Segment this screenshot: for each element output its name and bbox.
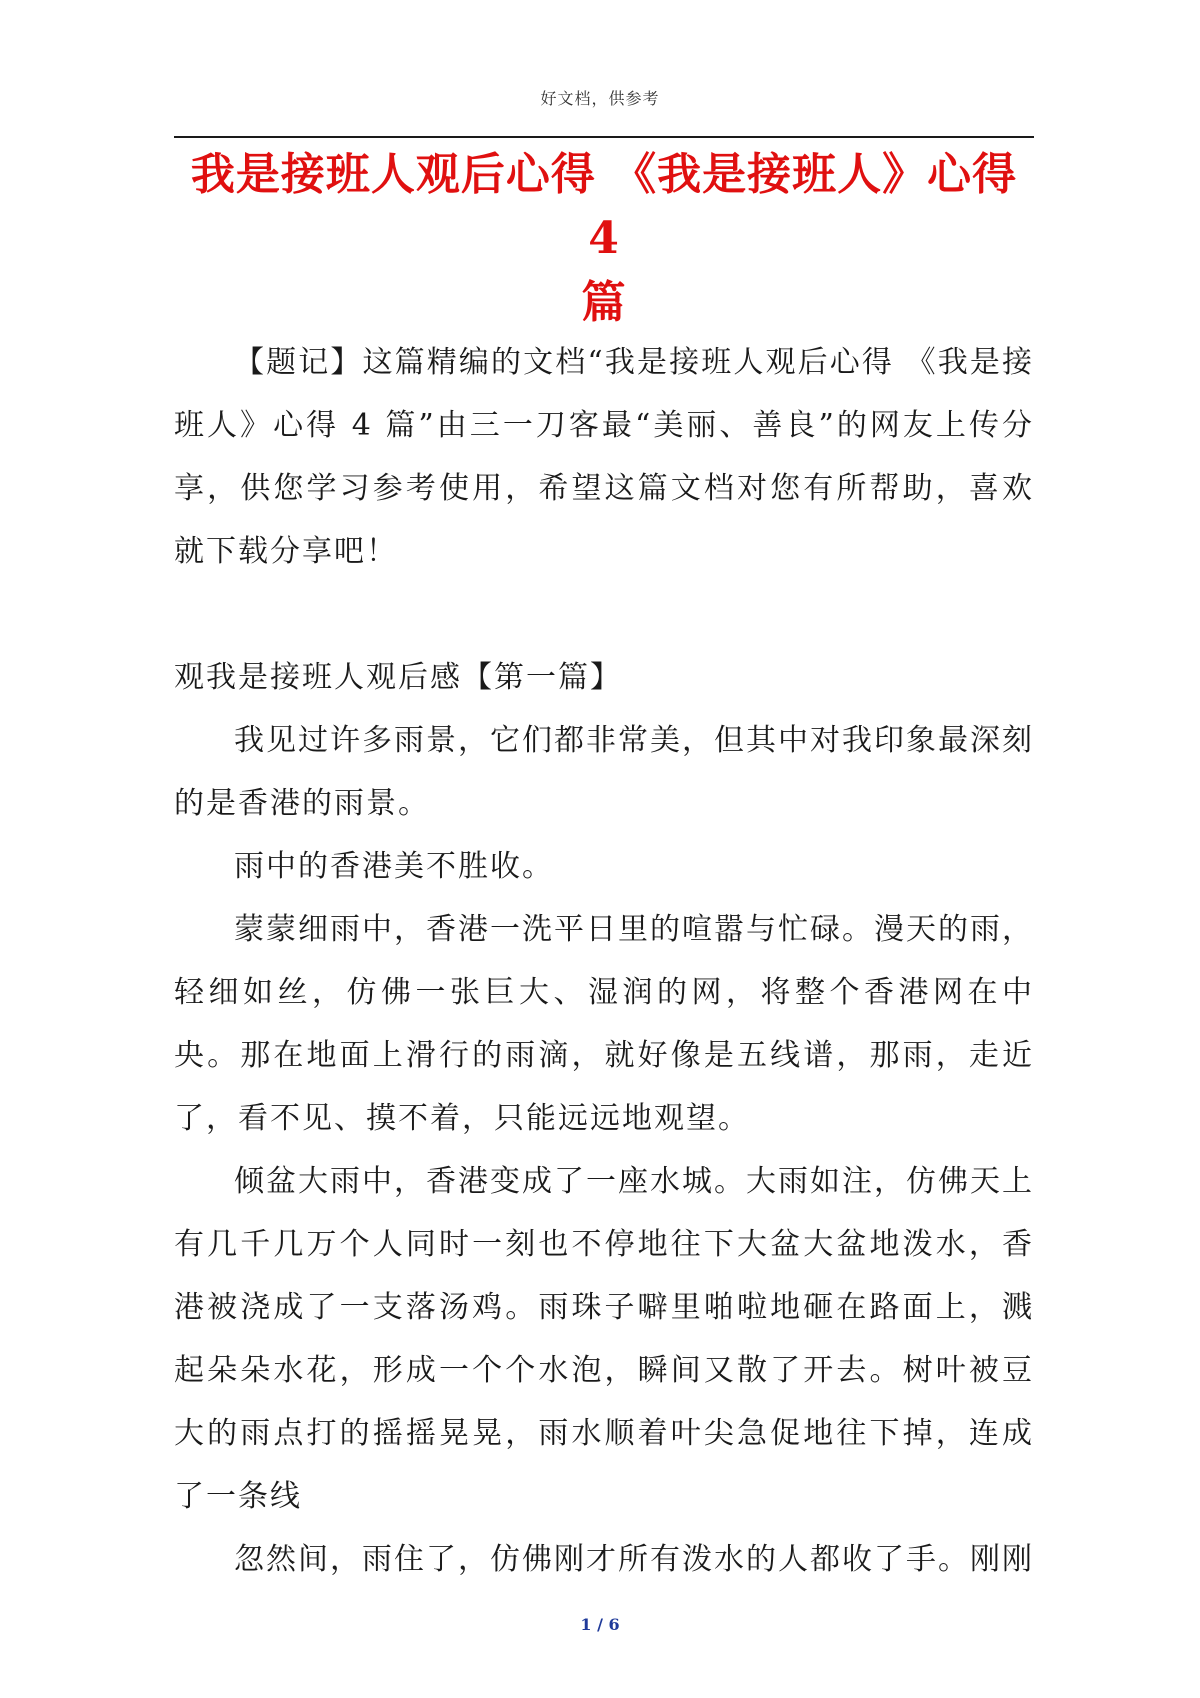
body-paragraph-5: 忽然间，雨住了，仿佛刚才所有泼水的人都收了手。刚刚 xyxy=(234,1542,1034,1577)
body-paragraph-2: 雨中的香港美不胜收。 xyxy=(234,849,554,884)
document-title xyxy=(174,143,1034,335)
header-divider xyxy=(174,136,1034,138)
section-heading: 观我是接班人观后感【第一篇】 xyxy=(174,660,622,695)
body-paragraph-1: 我见过许多雨景，它们都非常美，但其中对我印象最深刻的是香港的雨景。 xyxy=(174,723,1034,821)
page-number: 1 / 6 xyxy=(580,1615,620,1634)
title-line-1: 我是接班人观后心得 《我是接班人》心得 4 xyxy=(190,149,1018,264)
page-header: 好文档，供参考 xyxy=(540,89,660,108)
title-line-2: 篇 xyxy=(581,277,627,328)
body-paragraph-4: 倾盆大雨中，香港变成了一座水城。大雨如注，仿佛天上有几千几万个人同时一刻也不停地往下大盆大盆地泼水，香港被浇成了一支落汤鸡。雨珠子噼里啪啦地砸在路面上，溅起朵朵水花，形成一个个水泡，瞬间又散了开去。树叶被豆大的雨点打的摇摇晃晃，雨水顺着叶尖急促地往下掉，连成了一条线 xyxy=(174,1164,1034,1514)
body-paragraph-3: 蒙蒙细雨中，香港一洗平日里的喧嚣与忙碌。漫天的雨，轻细如丝，仿佛一张巨大、湿润的网，将整个香港网在中央。那在地面上滑行的雨滴，就好像是五线谱，那雨，走近了，看不见、摸不着，只能远远地观望。 xyxy=(174,912,1034,1136)
intro-paragraph: 【题记】这篇精编的文档“我是接班人观后心得 《我是接班人》心得 4 篇”由三一刀客最“美丽、善良”的网友上传分享，供您学习参考使用，希望这篇文档对您有所帮助，喜欢就下载分享吧！ xyxy=(174,345,1034,569)
document-body xyxy=(174,331,1034,1591)
